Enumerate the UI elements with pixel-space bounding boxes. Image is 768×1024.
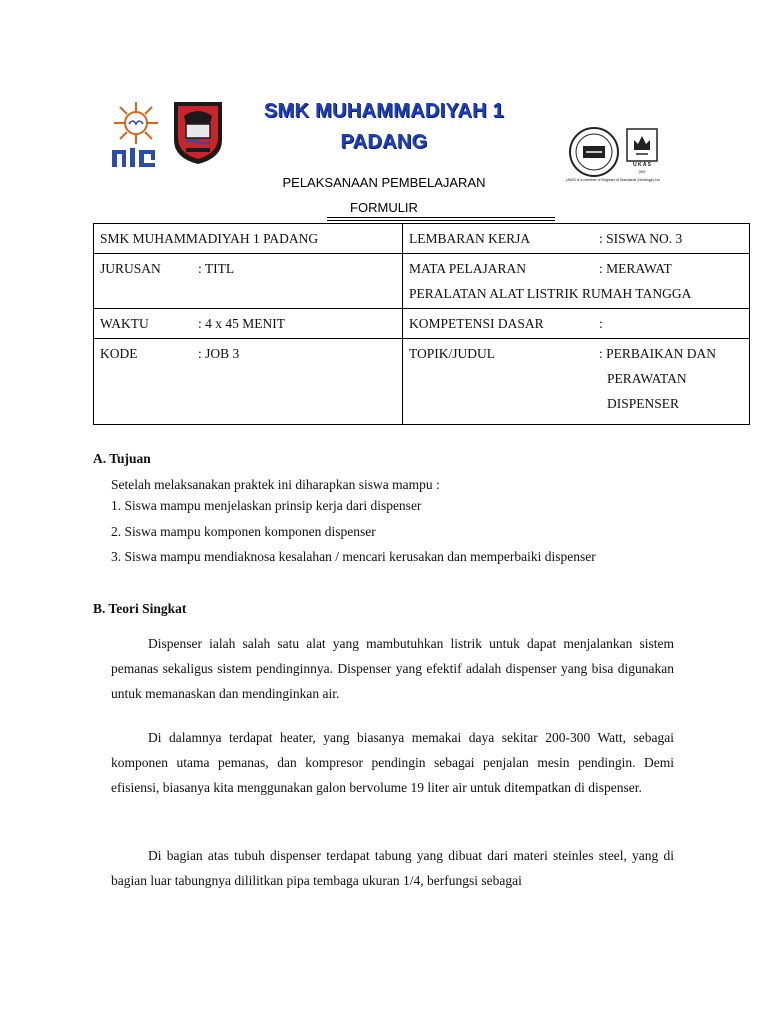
topic-value: : PERBAIKAN DAN — [599, 346, 717, 361]
competence-value: : — [599, 316, 603, 331]
header-rule — [327, 217, 555, 221]
table-cell — [94, 254, 403, 309]
time-label: WAKTU — [100, 316, 149, 331]
paragraph: Di dalamnya terdapat heater, yang biasanya memakai daya sekitar 200-300 Watt, sebagai komponen utama pemanas, dan kompresor pendingin sebagai penjalan mesin pendingin. Demi efisiensi, biasanya kita menggunakan galon bervolume 19 liter air untuk ditempatkan di dispenser. — [111, 730, 674, 795]
ukas-crown-icon — [626, 128, 658, 162]
table-row — [94, 339, 750, 425]
topic-value-line2: PERAWATAN — [607, 371, 687, 386]
table-cell — [403, 224, 750, 254]
school-name-line2: PADANG — [340, 131, 428, 153]
time-value: : 4 x 45 MENIT — [198, 316, 285, 331]
table-cell — [94, 309, 403, 339]
table-cell — [94, 339, 403, 425]
table-row — [94, 309, 750, 339]
list-item: 3. Siswa mampu mendiaknosa kesalahan / mencari kerusakan dan memperbaiki dispenser — [111, 549, 596, 564]
subject-label: MATA PELAJARAN — [409, 261, 527, 276]
school-cell-text: SMK MUHAMMADIYAH 1 PADANG — [100, 231, 319, 246]
section-b-title: B. Teori Singkat — [93, 601, 187, 616]
section-a-intro: Setelah melaksanakan praktek ini diharapkan siswa mampu : — [111, 477, 440, 492]
major-label: JURUSAN — [100, 261, 161, 276]
table-cell — [403, 309, 750, 339]
section-a-title: A. Tujuan — [93, 451, 151, 466]
cert-label: U K A S — [633, 162, 651, 168]
worksheet-value: : SISWA NO. 3 — [599, 231, 683, 246]
competence-label: KOMPETENSI DASAR — [409, 316, 544, 331]
document-subtitle: PELAKSANAAN PEMBELAJARAN — [282, 175, 486, 190]
major-value: : TITL — [198, 261, 235, 276]
table-cell — [403, 254, 750, 309]
list-item: 2. Siswa mampu komponen komponen dispenser — [111, 524, 376, 539]
subject-value-line2: PERALATAN ALAT LISTRIK RUMAH TANGGA — [409, 286, 692, 301]
paragraph: Di bagian atas tubuh dispenser terdapat tabung yang dibuat dari materi steinles steel, yang di bagian luar tabungnya dililitkan pipa tembaga ukuran 1/4, berfungsi sebagai — [111, 848, 674, 888]
topic-label: TOPIK/JUDUL — [409, 346, 496, 361]
table-row — [94, 224, 750, 254]
cert-code: 009 — [638, 169, 646, 174]
form-label: FORMULIR — [350, 200, 418, 215]
table-row — [94, 254, 750, 309]
iso-seal-icon — [566, 126, 622, 178]
subject-value: : MERAWAT — [599, 261, 672, 276]
cert-caption: UKAS is a member of Register of Standards (Holdings) Ltd — [566, 178, 660, 182]
worksheet-info-table — [93, 223, 750, 425]
list-item: 1. Siswa mampu menjelaskan prinsip kerja dari dispenser — [111, 498, 422, 513]
school-name-line1: SMK MUHAMMADIYAH 1 — [263, 100, 505, 122]
table-cell — [94, 224, 403, 254]
code-label: KODE — [100, 346, 138, 361]
table-cell — [403, 339, 750, 425]
worksheet-label: LEMBARAN KERJA — [409, 231, 531, 246]
code-value: : JOB 3 — [198, 346, 240, 361]
paragraph: Dispenser ialah salah satu alat yang mambutuhkan listrik untuk dapat menjalankan sistem pemanas sekaligus sistem pendinginnya. Dispenser yang efektif adalah dispenser yang bisa digunakan untuk memanaskan dan mendinginkan air. — [111, 636, 674, 701]
topic-value-line3: DISPENSER — [607, 396, 680, 411]
